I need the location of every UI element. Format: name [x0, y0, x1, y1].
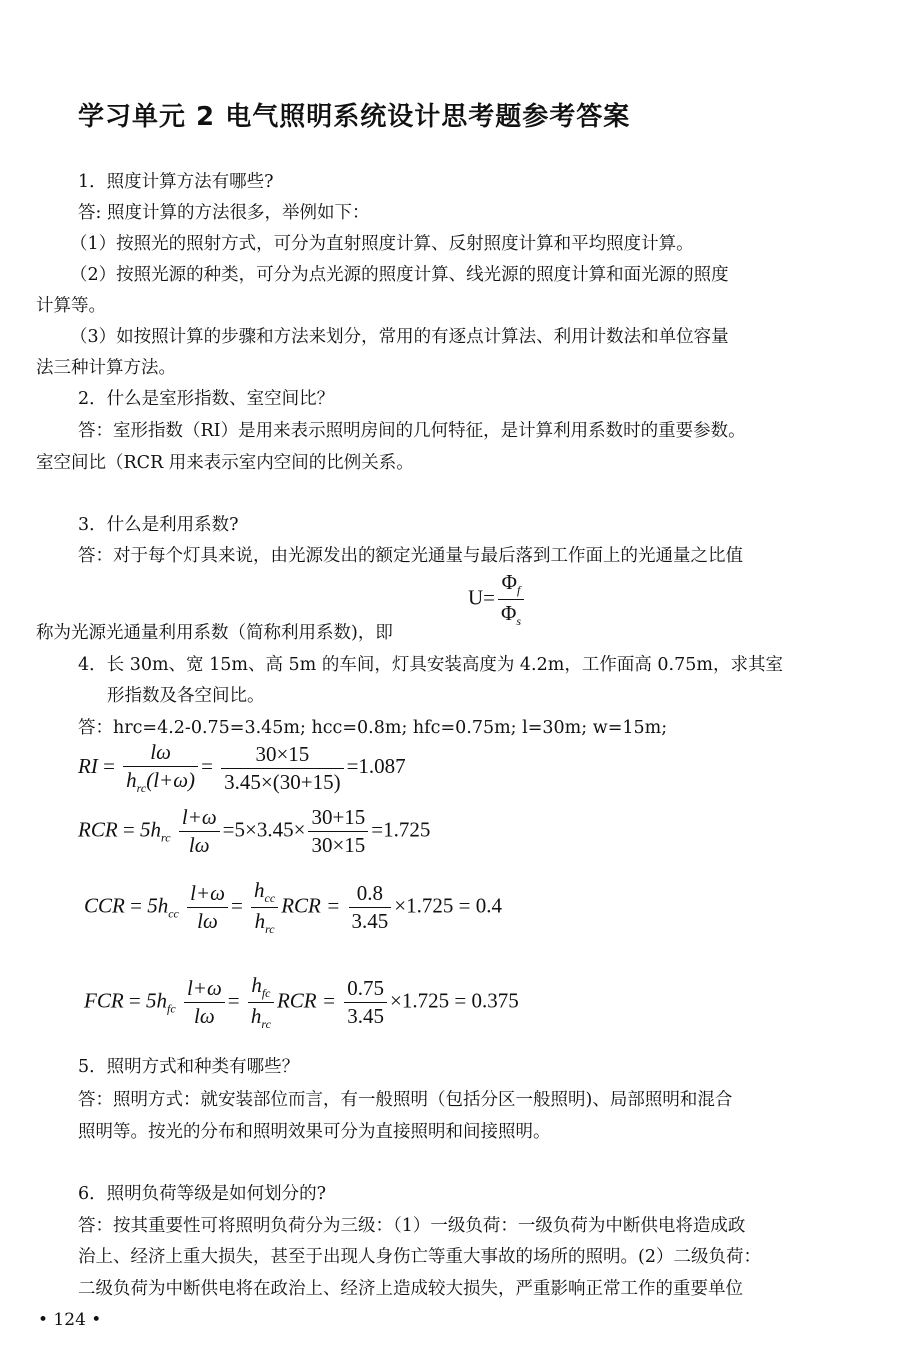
answer-6a: 答：按其重要性可将照明负荷分为三级：（1）一级负荷：一级负荷为中断供电将造成政: [78, 1216, 746, 1236]
answer-6b: 治上、经济上重大损失，甚至于出现人身伤亡等重大事故的场所的照明。(2）二级负荷：: [78, 1247, 761, 1267]
rcr-frac-1-den: lω: [188, 833, 210, 857]
question-5: 5．照明方式和种类有哪些？: [78, 1057, 300, 1077]
question-6: 6．照明负荷等级是如何划分的?: [78, 1184, 327, 1204]
formula-den: Φ: [501, 601, 517, 626]
rcr-frac-2: [308, 805, 368, 858]
rcr-lhs: RCR: [78, 817, 118, 842]
answer-1-intro: 答: 照度计算的方法很多，举例如下：: [78, 203, 370, 223]
question-3: 3．什么是利用系数?: [78, 515, 239, 535]
ri-frac-1-den: [123, 767, 198, 796]
fcr-frac-2-den-sub: rc: [261, 1017, 271, 1032]
question-4b: 形指数及各空间比。: [107, 686, 265, 706]
answer-2b: 室空间比（RCR 用来表示室内空间的比例关系。: [36, 453, 414, 473]
answer-4: 答：hrc=4.2-0.75=3.45m; hcc=0.8m; hfc=0.75m; l=30m; w=15m;: [78, 718, 668, 738]
ccr-frac-1: [187, 881, 228, 934]
ccr-frac-3-den: 3.45: [351, 909, 389, 934]
rcr-frac-2-num: 30+15: [308, 805, 368, 832]
page-title: 学习单元 2 电气照明系统设计思考题参考答案: [78, 102, 631, 132]
formula-den-sub: s: [516, 614, 522, 629]
ccr-frac-2-den-sub: rc: [265, 922, 275, 937]
fcr-frac-3: [344, 976, 387, 1029]
ri-result: =1.087: [346, 753, 406, 778]
answer-5b: 照明等。按光的分布和照明效果可分为直接照明和间接照明。: [78, 1122, 551, 1142]
answer-3b: 称为光源光通量利用系数（简称利用系数)，即: [36, 623, 393, 643]
question-1: 1．照度计算方法有哪些?: [78, 172, 274, 192]
rcr-coef: 5h: [140, 817, 162, 842]
rcr-mid: =5×3.45×: [222, 817, 306, 842]
fcr-equation: FCR = $5h_{fc}$ $\frac{l+\omega}{l\omega}$ = $\frac{h_{fc}}{h_{rc}}$ RCR = $\frac{0.75}{3.45}$ ×1.725 = 0.375: [84, 973, 519, 1032]
ri-den-sub: rc: [136, 781, 147, 796]
formula-num: Φ: [501, 570, 518, 594]
fcr-coef: 5h: [146, 988, 168, 1013]
fcr-lhs: FCR: [84, 988, 124, 1013]
fcr-result: ×1.725 = 0.375: [390, 988, 519, 1013]
ri-den-tail: (l+ω): [146, 768, 196, 792]
answer-6c: 二级负荷为中断供电将在政治上、经济上造成较大损失，严重影响正常工作的重要单位: [78, 1279, 743, 1299]
ccr-frac-3: [349, 881, 392, 934]
ri-lhs: RI: [78, 753, 98, 778]
ccr-frac-2-den: h: [254, 909, 266, 934]
fcr-frac-2-den: h: [250, 1004, 262, 1029]
ri-frac-2: [221, 742, 343, 795]
fcr-frac-2-num: h: [251, 973, 262, 997]
ri-frac-2-num: 30×15: [221, 742, 343, 769]
ccr-coef-sub: cc: [168, 906, 179, 921]
rcr-frac-1: [179, 805, 220, 858]
answer-3a: 答：对于每个灯具来说，由光源发出的额定光通量与最后落到工作面上的光通量之比值: [78, 546, 743, 566]
ccr-lhs: CCR: [84, 893, 125, 918]
ccr-frac-1-num: l+ω: [187, 881, 228, 908]
ccr-frac-2-num-sub: cc: [264, 891, 276, 906]
ccr-frac-1-den: lω: [197, 909, 218, 934]
formula-lhs: U=: [468, 585, 496, 610]
ccr-coef: 5h: [147, 893, 169, 918]
answer-2a: 答：室形指数（RI）是用来表示照明房间的几何特征，是计算利用系数时的重要参数。: [78, 421, 746, 441]
fcr-frac-3-num: 0.75: [344, 976, 387, 1003]
ri-den-h: h: [126, 768, 137, 792]
ri-frac-1-num: lω: [123, 740, 198, 767]
answer-1-item-3b: 法三种计算方法。: [36, 358, 176, 378]
fcr-frac-3-den: 3.45: [347, 1004, 385, 1029]
ri-frac-2-den: 3.45×(30+15): [224, 769, 341, 794]
ccr-frac-2-num: h: [254, 878, 265, 902]
fcr-frac-2-num-sub: fc: [261, 986, 271, 1001]
utilization-formula: [468, 570, 527, 629]
formula-num-sub: f: [517, 583, 521, 598]
rcr-result: =1.725: [371, 817, 431, 842]
page-number: • 124 •: [38, 1310, 102, 1330]
rcr-coef-sub: rc: [161, 830, 171, 845]
fcr-coef-sub: fc: [167, 1001, 176, 1016]
formula-fraction: [498, 570, 524, 629]
answer-1-item-2a: （2）按照光源的种类，可分为点光源的照度计算、线光源的照度计算和面光源的照度: [70, 265, 729, 285]
answer-1-item-1: （1）按照光的照射方式，可分为直射照度计算、反射照度计算和平均照度计算。: [70, 234, 694, 254]
rcr-frac-1-num: l+ω: [179, 805, 220, 832]
fcr-mid: RCR =: [276, 988, 337, 1013]
fcr-frac-1-num: l+ω: [184, 976, 225, 1003]
rcr-equation: RCR = $5h_{rc}$ $\frac{l+\omega}{l\omega}$ =5×3.45× $\frac{30+15}{30\times 15}$ =1.725: [78, 805, 431, 857]
answer-5a: 答：照明方式：就安装部位而言，有一般照明（包括分区一般照明)、局部照明和混合: [78, 1090, 733, 1110]
question-2: 2．什么是室形指数、室空间比？: [78, 389, 335, 409]
fcr-frac-1: [184, 976, 225, 1029]
question-4a: 4．长 30m、宽 15m、高 5m 的车间，灯具安装高度为 4.2m，工作面高 0.75m，求其室: [78, 655, 783, 675]
ccr-frac-2: [251, 878, 278, 937]
answer-1-item-2b: 计算等。: [36, 296, 106, 316]
ccr-result: ×1.725 = 0.4: [394, 893, 502, 918]
ccr-equation: CCR = $5h_{cc}$ $\frac{l+\omega}{l\omega}$ = $\frac{h_{cc}}{h_{rc}}$ RCR = $\frac{0.8}{3.45}$ ×1.725 = 0.4: [84, 878, 502, 937]
fcr-frac-1-den: lω: [194, 1004, 215, 1029]
answer-1-item-3a: （3）如按照计算的步骤和方法来划分，常用的有逐点计算法、利用计数法和单位容量: [70, 327, 729, 347]
ccr-mid: RCR =: [281, 893, 341, 918]
ccr-frac-3-num: 0.8: [349, 881, 392, 908]
ri-equation: RI = $\frac{l\omega}{h_{rc}(l+\omega)}$ = $\frac{30\times 15}{3.45\times(30+15)}$ =1.087: [78, 740, 406, 796]
ri-frac-1: [123, 740, 198, 796]
fcr-frac-2: [248, 973, 274, 1032]
rcr-frac-2-den: 30×15: [311, 833, 366, 857]
